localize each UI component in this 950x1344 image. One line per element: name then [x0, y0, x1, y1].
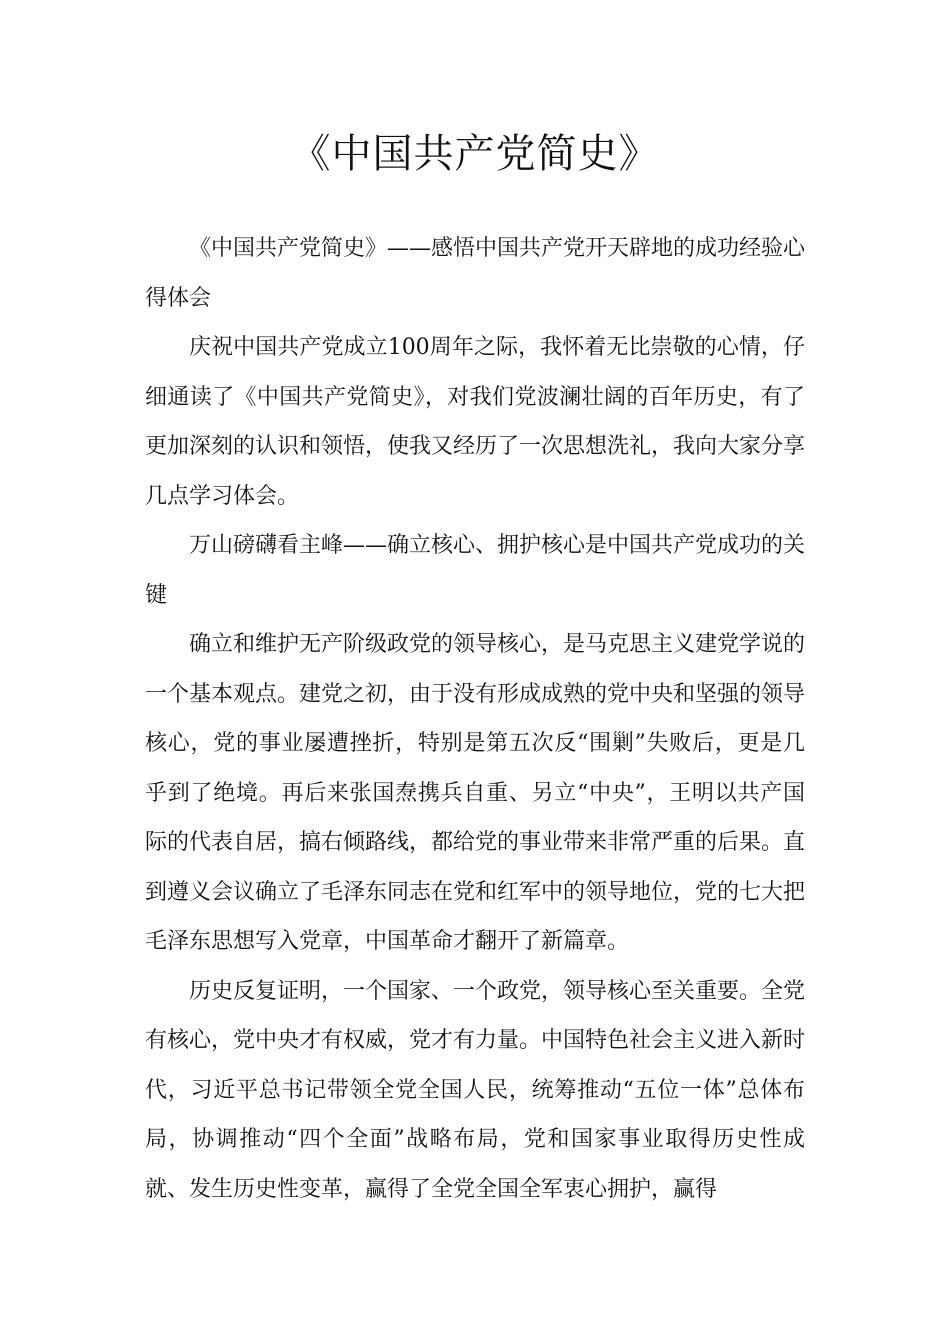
paragraph-subtitle: 《中国共产党简史》——感悟中国共产党开天辟地的成功经验心得体会: [145, 236, 806, 311]
document-body: [145, 224, 805, 1214]
document-title: 《中国共产党简史》: [290, 131, 660, 177]
paragraph-core-leadership: 确立和维护无产阶级政党的领导核心，是马克思主义建党学说的一个基本观点。建党之初，由于没有形成成熟的党中央和坚强的领导核心，党的事业屡遭挫折，特别是第五次反“围剿”失败后，更是几乎到了绝境。再后来张国焘携兵自重、另立“中央”，王明以共产国际的代表自居，搞右倾路线，都给党的事业带来非常严重的后果。直到遵义会议确立了毛泽东同志在党和红军中的领导地位，党的七大把毛泽东思想写入党章，中国革命才翻开了新篇章。: [145, 632, 806, 954]
paragraph-intro: 庆祝中国共产党成立100周年之际，我怀着无比崇敬的心情，仔细通读了《中国共产党简史》，对我们党波澜壮阔的百年历史，有了更加深刻的认识和领悟，使我又经历了一次思想洗礼，我向大家分享几点学习体会。: [145, 335, 806, 509]
paragraph-section-heading: 万山磅礴看主峰——确立核心、拥护核心是中国共产党成功的关键: [145, 533, 806, 608]
paragraph-history-proves: 历史反复证明，一个国家、一个政党，领导核心至关重要。全党有核心，党中央才有权威，党才有力量。中国特色社会主义进入新时代，习近平总书记带领全党全国人民，统筹推动“五位一体”总体布局，协调推动“四个全面”战略布局，党和国家事业取得历史性成就、发生历史性变革，赢得了全党全国全军衷心拥护，赢得: [145, 978, 806, 1202]
